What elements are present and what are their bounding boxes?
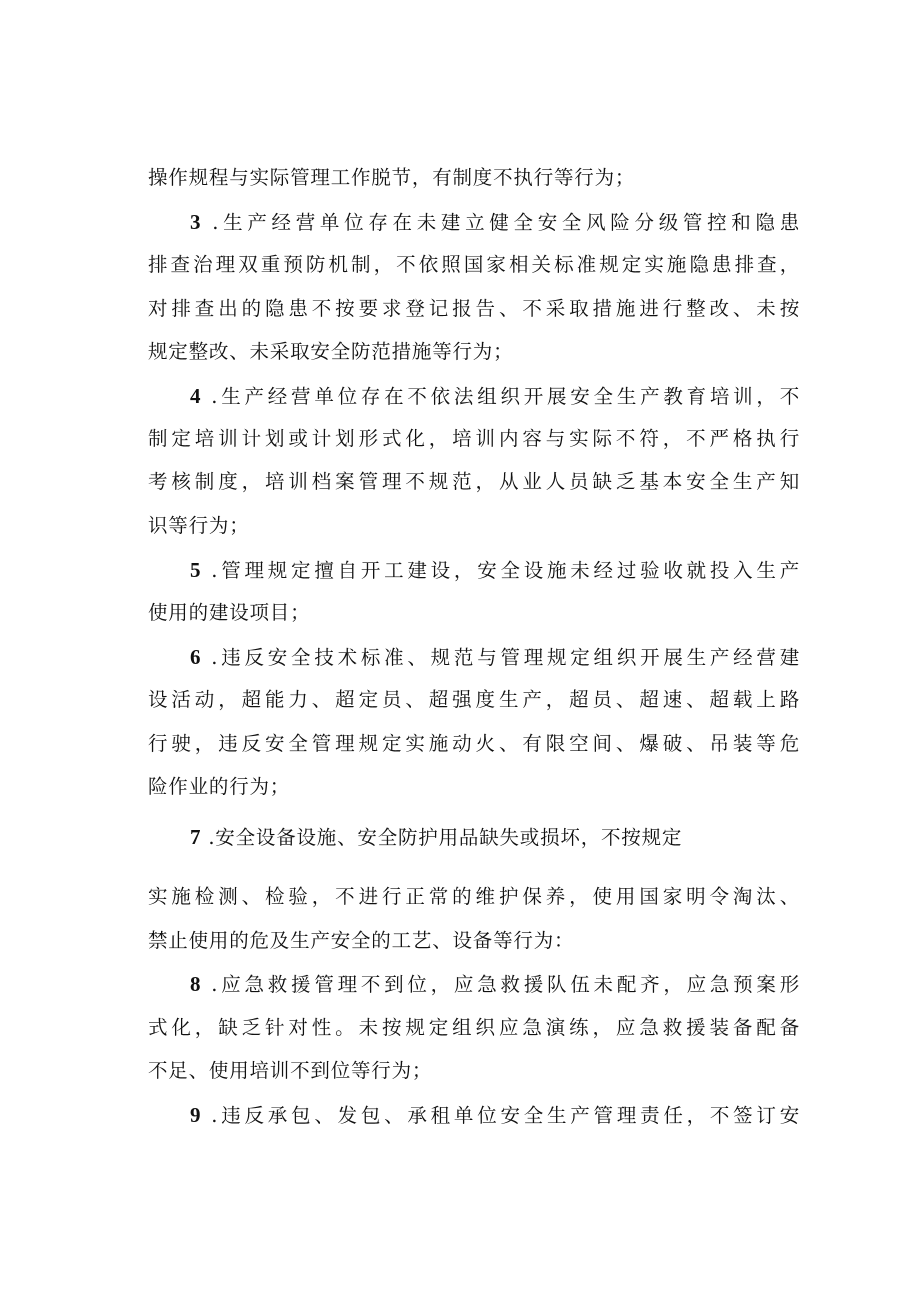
text-line: 考核制度，培训档案管理不规范，从业人员缺乏基本安全生产知: [148, 470, 800, 493]
list-item-7: 7 .安全设备设施、安全防护用品缺失或损坏，不按规定: [190, 825, 683, 849]
item-number: 9: [190, 1103, 202, 1127]
text-line: 不足、使用培训不到位等行为；: [148, 1059, 433, 1082]
text-line: 排查治理双重预防机制，不依照国家相关标准规定实施隐患排查，: [148, 253, 800, 276]
text-line: 对排查出的隐患不按要求登记报告、不采取措施进行整改、未按: [148, 297, 800, 320]
text-line: 行驶，违反安全管理规定实施动火、有限空间、爆破、吊装等危: [148, 732, 800, 755]
text-line: 实施检测、检验，不进行正常的维护保养，使用国家明令淘汰、: [148, 885, 800, 908]
item-number: 3: [190, 210, 202, 234]
text-line: 操作规程与实际管理工作脱节，有制度不执行等行为；: [148, 166, 636, 189]
list-item-4: 4 .生产经营单位存在不依法组织开展安全生产教育培训，不: [190, 384, 800, 408]
item-number: 5: [190, 558, 202, 582]
list-item-5: 5 .管理规定擅自开工建设，安全设施未经过验收就投入生产: [190, 558, 800, 582]
text-line: 识等行为；: [148, 514, 250, 537]
list-item-6: 6 .违反安全技术标准、规范与管理规定组织开展生产经营建: [190, 645, 800, 669]
list-item-9: 9 .违反承包、发包、承租单位安全生产管理责任，不签订安: [190, 1103, 800, 1127]
text-line: 设活动，超能力、超定员、超强度生产，超员、超速、超载上路: [148, 688, 800, 711]
item-number: 4: [190, 384, 202, 408]
text-line: 式化，缺乏针对性。未按规定组织应急演练，应急救援装备配备: [148, 1016, 800, 1039]
text-line: 规定整改、未采取安全防范措施等行为；: [148, 340, 514, 363]
text-line: 制定培训计划或计划形式化，培训内容与实际不符，不严格执行: [148, 427, 800, 450]
text-line: 险作业的行为；: [148, 775, 291, 798]
item-number: 7: [190, 825, 202, 849]
text-line: 使用的建设项目；: [148, 601, 311, 624]
text-line: 禁止使用的危及生产安全的工艺、设备等行为：: [148, 929, 575, 952]
list-item-8: 8 .应急救援管理不到位，应急救援队伍未配齐，应急预案形: [190, 972, 800, 996]
item-number: 8: [190, 972, 202, 996]
list-item-3: 3 .生产经营单位存在未建立健全安全风险分级管控和隐患: [190, 210, 801, 234]
item-number: 6: [190, 645, 202, 669]
